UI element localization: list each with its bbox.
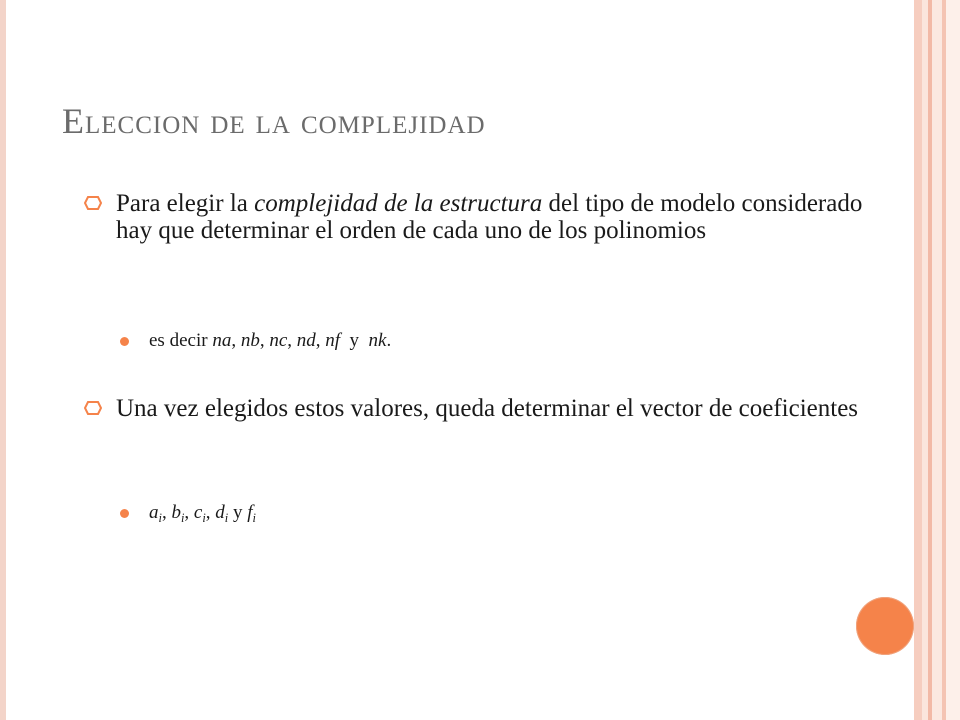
bullet-item <box>84 395 884 422</box>
sub-bullet-item <box>120 330 880 352</box>
sub-bullet-text: es decir na, nb, nc, nd, nf y nk. <box>149 330 392 351</box>
side-stripe <box>946 0 960 720</box>
bullet-item <box>84 190 884 244</box>
left-border <box>0 0 6 720</box>
sub-bullet-text: $a_i$, $b_i$, $c_i$, $d_i$ y $f_i$ <box>149 502 256 525</box>
side-stripe <box>914 0 922 720</box>
emphasis-text: complejidad de la estructura <box>254 190 543 217</box>
dot-bullet-icon <box>120 337 129 346</box>
bullet-text: Para elegir la complejidad de la estructura del tipo de modelo considerado hay que determinar el orden de cada uno de los polinomios <box>116 190 863 244</box>
slide-title: Eleccion de la complejidad <box>62 101 486 141</box>
dot-bullet-icon <box>120 509 129 518</box>
hexagon-bullet-icon <box>84 401 102 415</box>
bullet-text: Una vez elegidos estos valores, queda determinar el vector de coeficientes <box>116 395 859 422</box>
sub-bullet-item <box>120 502 880 524</box>
hexagon-bullet-icon <box>84 196 102 210</box>
side-stripe <box>932 0 942 720</box>
orange-circle-icon <box>856 597 914 655</box>
